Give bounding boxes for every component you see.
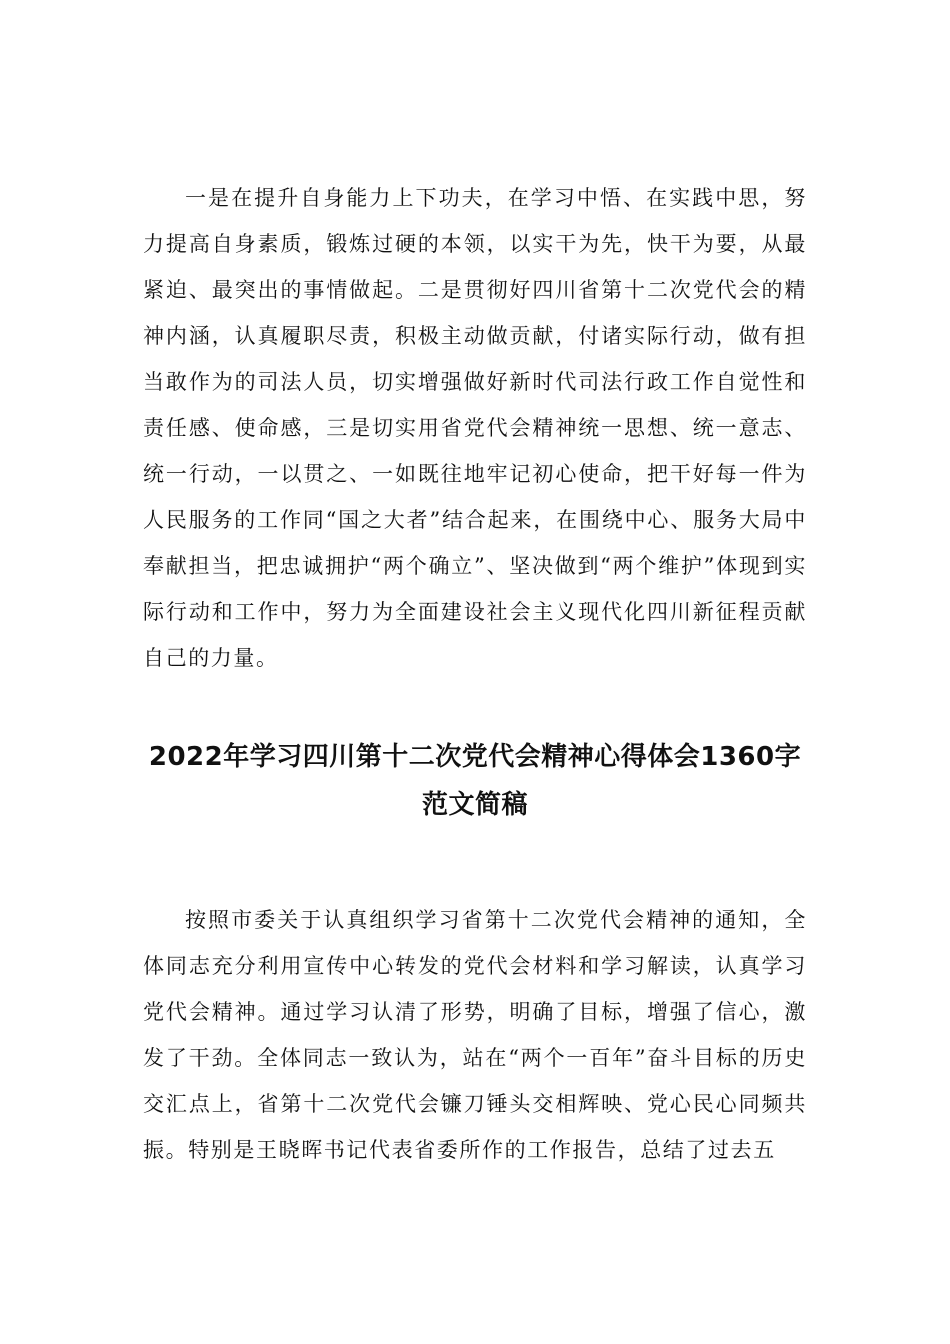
body-paragraph-2: 按照市委关于认真组织学习省第十二次党代会精神的通知，全体同志充分利用宣传中心转发的党代会材料和学习解读，认真学习党代会精神。通过学习认清了形势，明确了目标，增强了信心，激发了干劲。全体同志一致认为，站在“两个一百年”奋斗目标的历史交汇点上，省第十二次党代会镰刀锤头交相辉映、党心民心同频共振。特别是王晓晖书记代表省委所作的工作报告，总结了过去五: [143, 908, 807, 1162]
document-title: 2022年学习四川第十二次党代会精神心得体会1360字范文简稿: [148, 742, 802, 820]
body-paragraph-1: 一是在提升自身能力上下功夫，在学习中悟、在实践中思，努力提高自身素质，锻炼过硬的本领，以实干为先，快干为要，从最紧迫、最突出的事情做起。二是贯彻好四川省第十二次党代会的精神内涵，认真履职尽责，积极主动做贡献，付诸实际行动，做有担当敢作为的司法人员，切实增强做好新时代司法行政工作自觉性和责任感、使命感，三是切实用省党代会精神统一思想、统一意志、统一行动，一以贯之、一如既往地牢记初心使命，把干好每一件为人民服务的工作同“国之大者”结合起来，在围绕中心、服务大局中奉献担当，把忠诚拥护“两个确立”、坚决做到“两个维护”体现到实际行动和工作中，努力为全面建设社会主义现代化四川新征程贡献自己的力量。: [143, 186, 807, 670]
